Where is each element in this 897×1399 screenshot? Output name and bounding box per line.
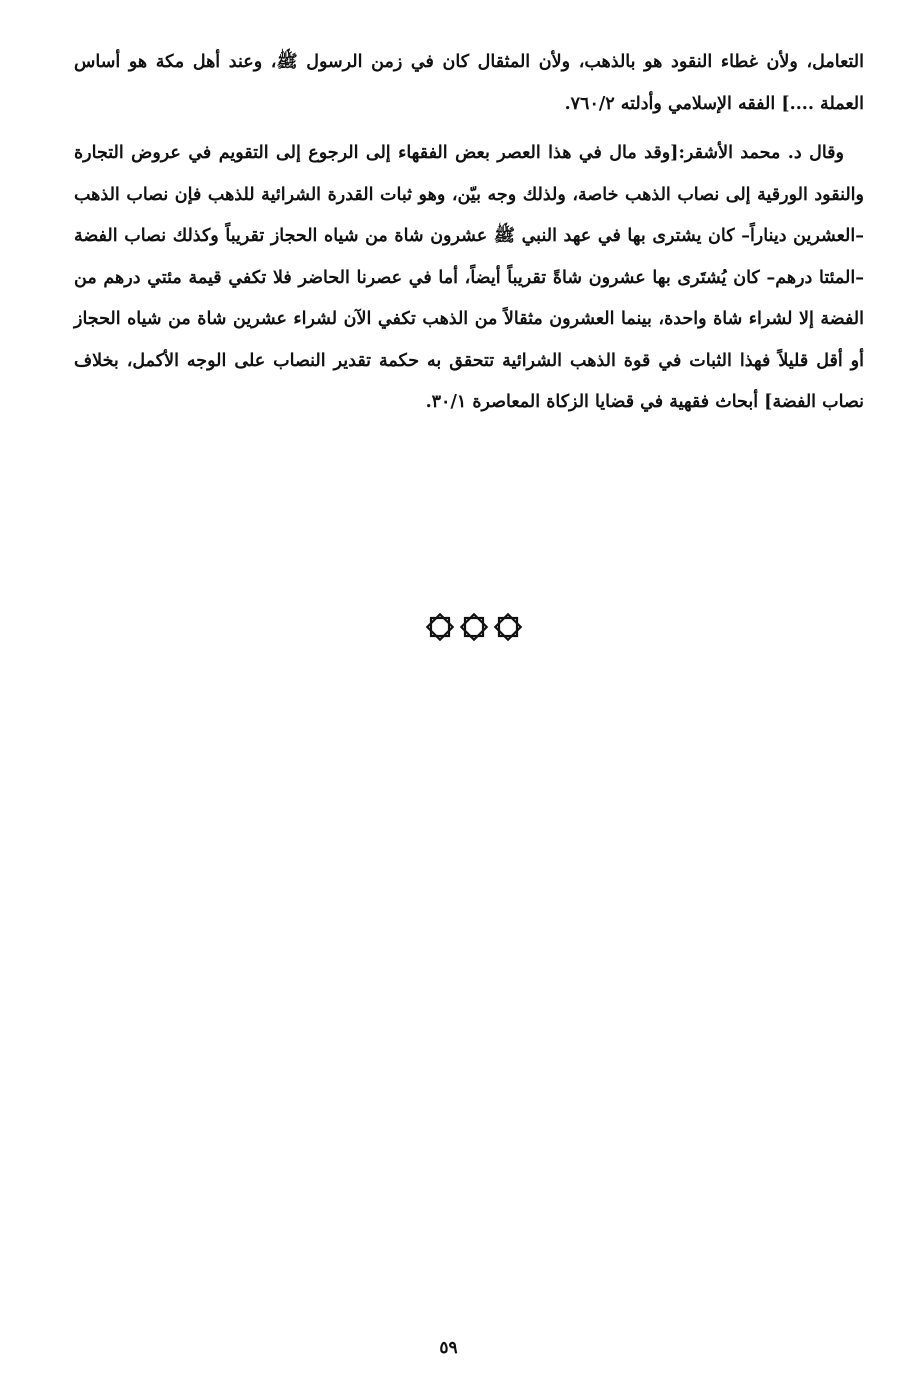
star-octagon-icon bbox=[458, 611, 490, 643]
star-octagon-icon bbox=[424, 611, 456, 643]
paragraph-1: التعامل، ولأن غطاء النقود هو بالذهب، ولأن المثقال كان في زمن الرسول ﷺ، وعند أهل مكة هو أساس العملة ....] الفقه الإسلامي وأدلته ٧٦٠/٢. bbox=[74, 52, 864, 114]
paragraph-2: وقال د. محمد الأشقر:[وقد مال في هذا العصر بعض الفقهاء إلى الرجوع إلى التقويم في عروض التجارة والنقود الورقية إلى نصاب الذهب خاصة، ولذلك وجه بيّن، وهو ثبات القدرة الشرائية للذهب فإن نصاب الذهب –العشرين ديناراً– كان يشترى بها في عهد النبي ﷺ عشرون شاة من شياه الحجاز تقريباً وكذلك نصاب الفضة –المئتا درهم– كان يُشتَرى بها عشرون شاةً تقريباً أيضاً، أما في عصرنا الحاضر فلا تكفي قيمة مئتي درهم من الفضة إلا لشراء شاة واحدة، بينما العشرون مثقالاً من الذهب تكفي الآن لشراء عشرين شاة من شياه الحجاز أو أقل قليلاً فهذا الثبات في قوة الذهب الشرائية تتحقق به حكمة تقدير النصاب على الوجه الأكمل، بخلاف نصاب الفضة] أبحاث فقهية في قضايا الزكاة المعاصرة ٣٠/١. bbox=[74, 143, 864, 412]
section-divider-ornament bbox=[424, 611, 524, 643]
page-number: ٥٩ bbox=[439, 1338, 458, 1358]
star-octagon-icon bbox=[492, 611, 524, 643]
main-text bbox=[74, 42, 864, 424]
